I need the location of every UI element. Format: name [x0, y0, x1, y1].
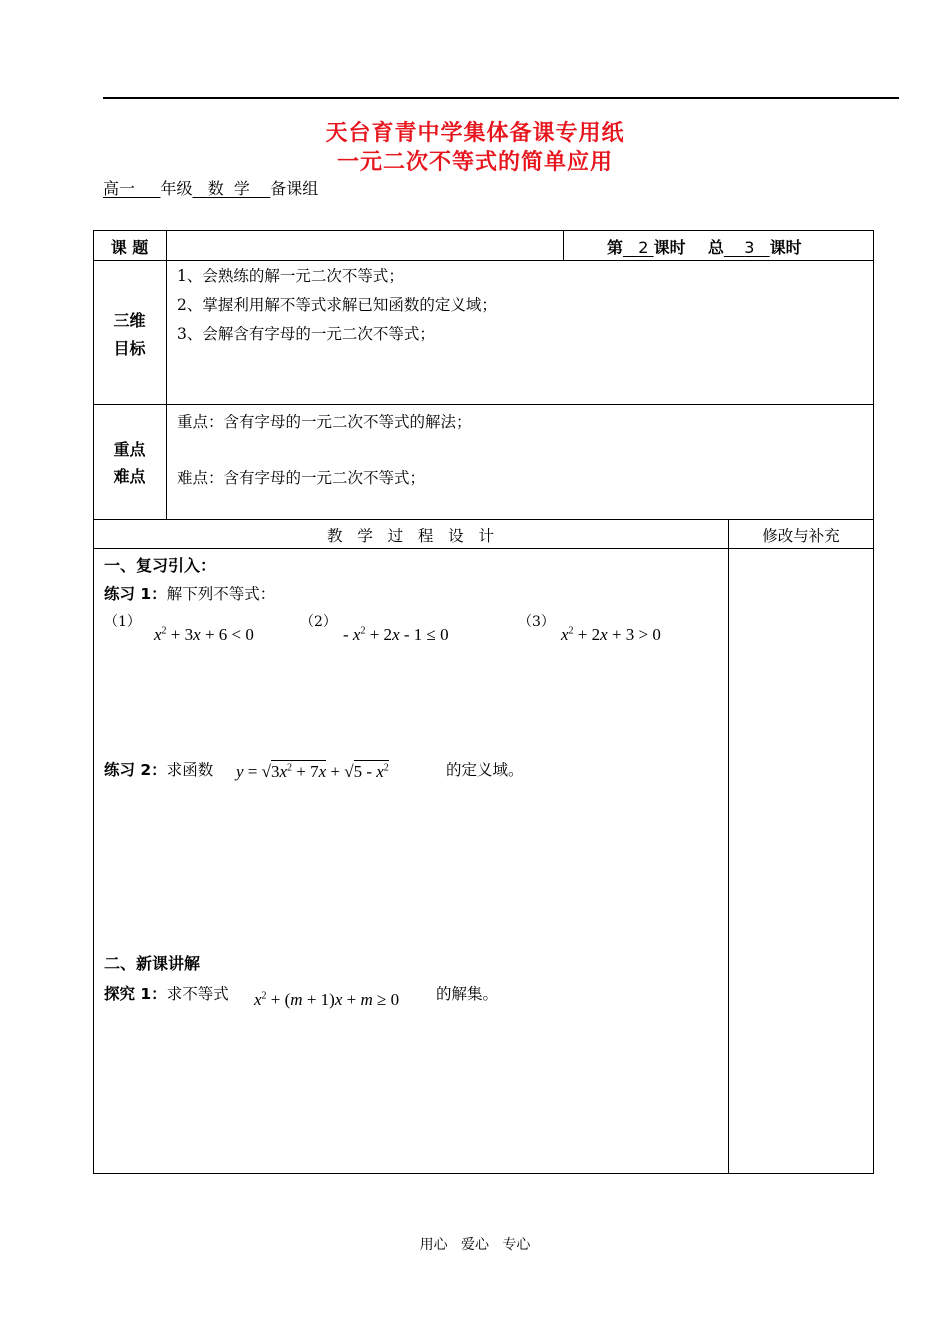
goal-3: 3、会解含有字母的一元二次不等式；	[177, 325, 435, 343]
explore-1: 探究 1：求不等式	[104, 985, 229, 1003]
page-footer: 用心 爱心 专心	[419, 1237, 531, 1253]
ex1-formula-1: $x^2 + 3x + 6 < 0$	[154, 625, 254, 644]
process-header: 教 学 过 程 设 计	[327, 527, 494, 545]
ex1-num-1: （1）	[104, 614, 141, 630]
explore-1-after: 的解集。	[436, 985, 499, 1003]
ex1-formula-2: - $x^2 + 2x - 1 \le 0$	[343, 625, 449, 644]
ex2-after: 的定义域。	[446, 761, 524, 779]
exercise-1: 练习 1：解下列不等式：	[104, 585, 276, 603]
goals-label-2: 目标	[113, 339, 146, 358]
key-point: 重点：含有字母的一元二次不等式的解法；	[177, 413, 472, 431]
lesson-title: 一元二次不等式的简单应用	[336, 150, 613, 175]
revise-header: 修改与补充	[762, 527, 840, 545]
section-review: 一、复习引入：	[104, 556, 217, 575]
lesson-table	[93, 230, 874, 1174]
difficult-point: 难点：含有字母的一元二次不等式；	[177, 469, 426, 487]
ex1-formula-3: $x^2 + 2x + 3 > 0$	[561, 625, 661, 644]
lesson-count: 第 2 课时 总 3 课时	[607, 238, 802, 257]
header-rule	[103, 97, 899, 99]
section-new-lesson: 二、新课讲解	[104, 954, 201, 973]
page-title: 天台育青中学集体备课专用纸	[325, 121, 625, 146]
row-divider-1	[93, 260, 874, 261]
ex2-formula: $y = √3x^2 + 7x + √5 - x^2$	[236, 762, 389, 781]
key-label-2: 难点	[113, 467, 146, 486]
group-suffix: 备课组	[270, 179, 319, 198]
ex1-num-3: （3）	[518, 614, 555, 630]
grade-line	[103, 176, 318, 199]
subject-value: 数 学	[207, 179, 250, 198]
exercise-2: 练习 2：求函数	[104, 761, 214, 779]
revise-col-divider	[728, 519, 729, 1174]
topic-label: 课 题	[110, 238, 149, 257]
row-divider-3	[93, 519, 874, 520]
row-divider-4	[93, 548, 874, 549]
grade-value: 高一	[103, 179, 136, 198]
row-divider-2	[93, 404, 874, 405]
grade-suffix: 年级	[160, 179, 193, 198]
goals-label-1: 三维	[113, 311, 146, 330]
explore-1-formula: $x^2 + (m + 1)x + m \ge 0$	[254, 990, 400, 1009]
key-label-1: 重点	[113, 440, 146, 459]
label-col-divider	[166, 230, 167, 519]
goal-2: 2、掌握利用解不等式求解已知函数的定义域；	[177, 296, 497, 314]
ex1-num-2: （2）	[300, 614, 337, 630]
goal-1: 1、会熟练的解一元二次不等式；	[177, 267, 404, 285]
